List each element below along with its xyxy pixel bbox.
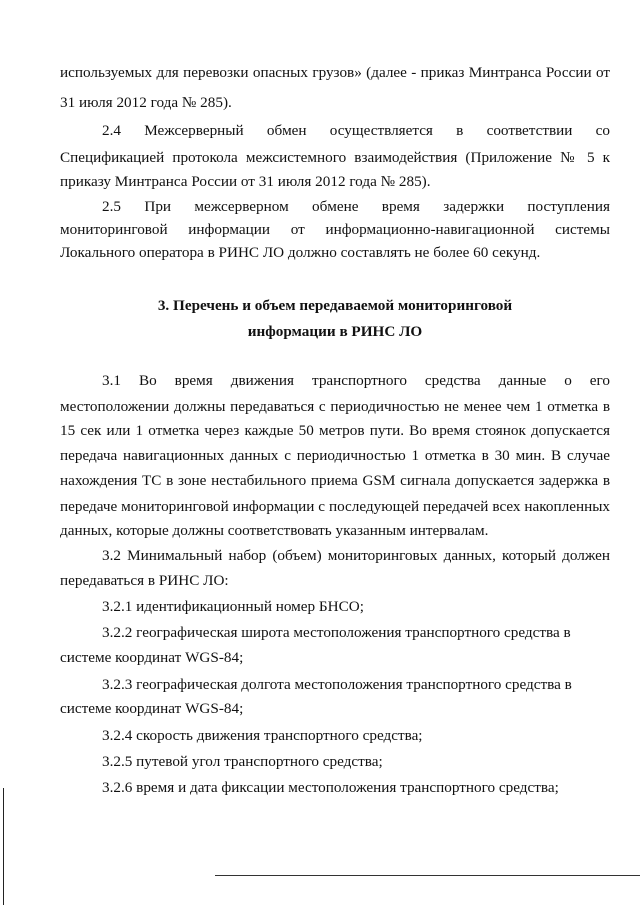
text-line: системе координат WGS-84;: [60, 649, 244, 666]
section-heading-line-1: 3. Перечень и объем передаваемой мониторинговой: [157, 297, 513, 314]
paragraph-3-1-start: 3.1 Во время движения транспортного средства данные о его: [102, 372, 610, 389]
footer-rule: [215, 875, 640, 876]
scan-edge-line: [3, 788, 4, 905]
text-line: 31 июля 2012 года № 285).: [60, 94, 232, 111]
text-line: данных, которые должны соответствовать указанным интервалам.: [60, 522, 489, 539]
text-line: передаваться в РИНС ЛО:: [60, 572, 229, 589]
section-heading-line-2: информации в РИНС ЛО: [247, 323, 423, 340]
text-line: приказу Минтранса России от 31 июля 2012 года № 285).: [60, 173, 431, 190]
text-line: передача навигационных данных с периодичностью 1 отметка в 30 мин. В случае: [60, 447, 610, 464]
paragraph-2-5-start: 2.5 При межсерверном обмене время задержки поступления: [102, 198, 610, 215]
text-line: передаче мониторинговой информации с последующей передачей всех накопленных: [60, 498, 610, 515]
text-line: нахождения ТС в зоне нестабильного приема GSM сигнала допускается задержка в: [60, 472, 610, 489]
list-item-3-2-6: 3.2.6 время и дата фиксации местоположения транспортного средства;: [102, 779, 559, 796]
list-item-3-2-2: 3.2.2 географическая широта местоположения транспортного средства в: [102, 624, 571, 641]
text-line: мониторинговой информации от информационно-навигационной системы: [60, 221, 610, 238]
text-line: Спецификацией протокола межсистемного взаимодействия (Приложение № 5 к: [60, 149, 610, 166]
paragraph-2-4-start: 2.4 Межсерверный обмен осуществляется в соответствии со: [102, 122, 610, 139]
text-line: Локального оператора в РИНС ЛО должно составлять не более 60 секунд.: [60, 244, 541, 261]
list-item-3-2-4: 3.2.4 скорость движения транспортного средства;: [102, 727, 423, 744]
list-item-3-2-3: 3.2.3 географическая долгота местоположения транспортного средства в: [102, 676, 572, 693]
paragraph-3-2-start: 3.2 Минимальный набор (объем) мониторинговых данных, который должен: [102, 547, 610, 564]
text-line: 15 сек или 1 отметка через каждые 50 метров пути. Во время стоянок допускается: [60, 422, 610, 439]
list-item-3-2-1: 3.2.1 идентификационный номер БНСО;: [102, 598, 364, 615]
list-item-3-2-5: 3.2.5 путевой угол транспортного средства;: [102, 753, 383, 770]
text-line: системе координат WGS-84;: [60, 700, 244, 717]
text-line: используемых для перевозки опасных грузов» (далее - приказ Минтранса России от: [60, 64, 610, 81]
text-line: местоположении должны передаваться с периодичностью не менее чем 1 отметка в: [60, 398, 610, 415]
